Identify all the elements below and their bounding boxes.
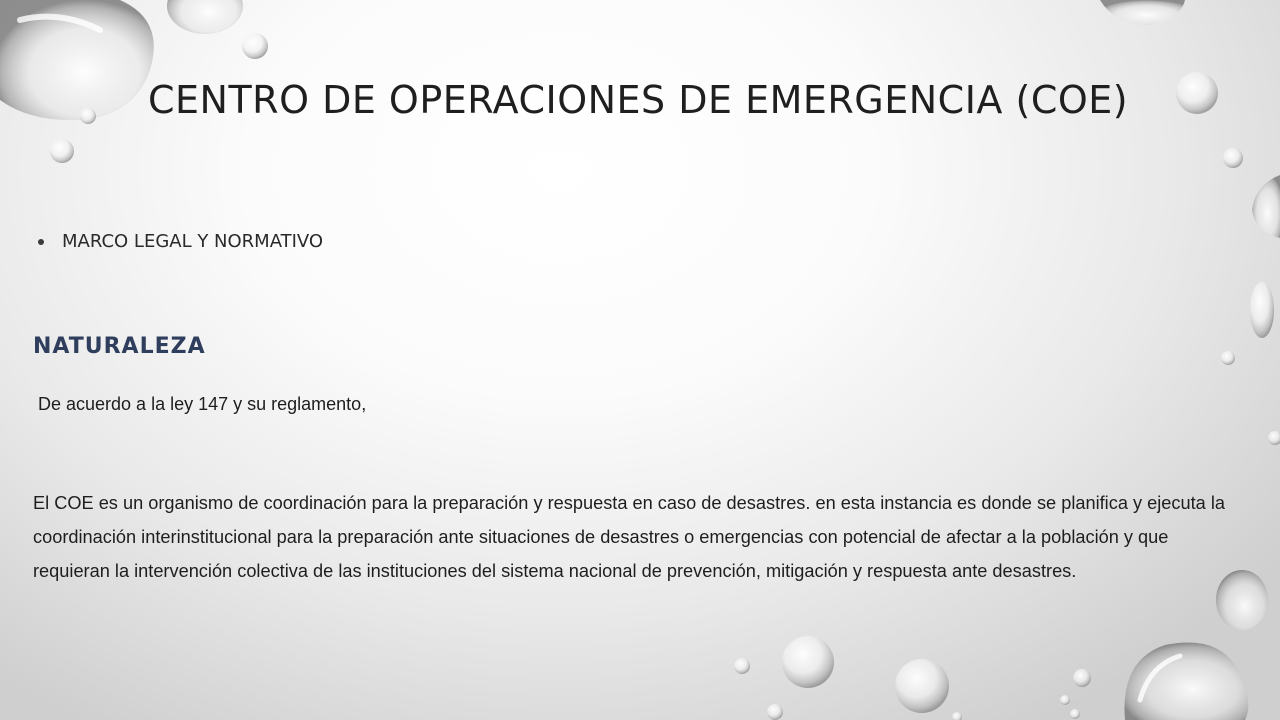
drop-right-3 bbox=[1252, 175, 1280, 238]
drop-bottom-right-large bbox=[1125, 643, 1249, 720]
drop-small-1 bbox=[242, 33, 268, 59]
drop-right-5 bbox=[1221, 351, 1235, 365]
drop-bottom-7 bbox=[767, 704, 783, 720]
drop-top-mid bbox=[167, 0, 243, 34]
section-heading: NATURALEZA bbox=[33, 334, 206, 359]
drop-right-1 bbox=[1176, 72, 1218, 114]
drop-bottom-4 bbox=[782, 636, 834, 688]
drop-bottom-5 bbox=[895, 659, 949, 713]
bullet-dot-icon bbox=[38, 239, 44, 245]
drop-right-2 bbox=[1223, 148, 1243, 168]
intro-text: De acuerdo a la ley 147 y su reglamento, bbox=[38, 394, 367, 414]
drop-bottom-6 bbox=[734, 658, 750, 674]
drop-small-3 bbox=[50, 139, 74, 163]
drop-right-4 bbox=[1250, 282, 1274, 338]
slide-title: CENTRO DE OPERACIONES DE EMERGENCIA (COE) bbox=[148, 78, 1129, 122]
bullet-item bbox=[38, 231, 323, 252]
body-paragraph: El COE es un organismo de coordinación para la preparación y respuesta en caso de desastres. en esta instancia es donde se planifica y ejecuta la coordinación interinstitucional para la preparación ante situaciones de desastres o emergencias con potencial de afectar a la población y que requieran la intervención colectiva de las instituciones del sistema nacional de prevención, mitigación y respuesta ante desastres. bbox=[33, 493, 1225, 581]
drop-bottom-2 bbox=[1060, 695, 1070, 705]
drop-top-right bbox=[1100, 0, 1185, 25]
drop-right-6 bbox=[1268, 431, 1280, 445]
drop-bottom-8 bbox=[952, 712, 962, 720]
drop-bottom-1 bbox=[1073, 669, 1091, 687]
drop-small-2 bbox=[80, 108, 96, 124]
bullet-text: MARCO LEGAL Y NORMATIVO bbox=[62, 231, 324, 252]
drop-bottom-3 bbox=[1070, 709, 1080, 719]
